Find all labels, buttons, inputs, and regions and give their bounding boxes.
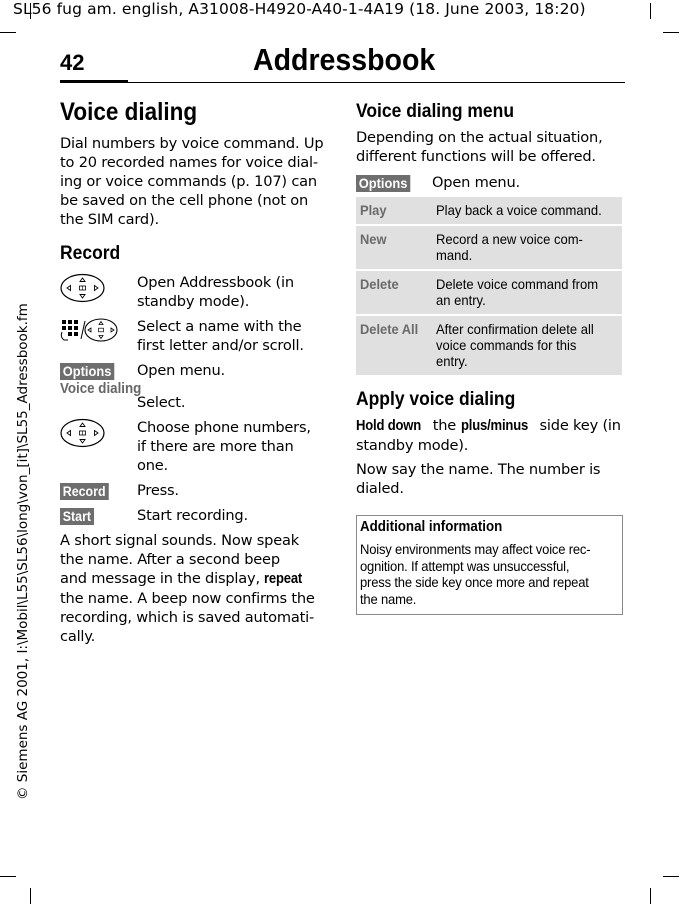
menu-path: Voice dialing [60,381,142,397]
crop-mark [650,888,651,904]
control-key-icon [60,418,137,452]
apply-paragraph: Hold down the plus/minus side key (in standby mode). [356,417,621,454]
info-title: Additional information [360,519,503,535]
apply-heading: Apply voice dialing [356,389,516,410]
crop-mark [30,888,31,904]
right-column [356,98,624,498]
section-title: Voice dialing [60,98,198,126]
intro-paragraph: Dial numbers by voice command. Up to 20 recorded names for voice dial- ing or voice commands (p. 107) can be saved on the cell phone (not on the SIM card). [60,135,324,228]
record-softkey: Record [60,483,108,500]
start-softkey: Start [60,508,94,525]
table-row: New Record a new voice com- mand. [356,226,622,271]
page-number: 42 [60,50,85,75]
info-box [356,515,623,615]
menu-intro: Depending on the actual situation, different functions will be offered. [356,129,603,165]
control-key-icon [60,273,137,307]
running-head: SL56 fug am. english, A31008-H4920-A40-1-4A19 (18. June 2003, 18:20) [13,0,586,18]
table-row: Delete All After confirmation delete all voice commands for this entry. [360,321,594,369]
function-table [356,197,622,375]
record-heading: Record [60,243,121,264]
apply-paragraph-2: Now say the name. The number is dialed. [356,461,601,497]
options-softkey: Options [60,363,114,380]
table-row: Play Play back a voice command. [356,197,622,226]
step-open-addressbook: Open Addressbook (in standby mode). [60,273,326,311]
step-select: Select. [137,394,186,411]
menu-heading: Voice dialing menu [356,101,514,122]
step-options-menu: Options Open menu. [356,173,624,192]
options-softkey: Options [356,175,410,192]
step-choose-numbers: Choose phone numbers, if there are more than one. [60,418,326,475]
closing-paragraph: A short signal sounds. Now speak the name. After a second beep and message in the display, repeat the name. A beep now confirms the recording, which is saved automati- cally. [60,532,315,645]
table-row: Delete Delete voice command from an entry. [356,271,622,316]
crop-mark [0,876,16,877]
info-text: Noisy environments may affect voice rec- ognition. If attempt was unsuccessful, press the side key once more and repeat the name. [360,541,591,607]
crop-mark [0,32,16,33]
header-rule-thick [60,80,128,83]
crop-mark [663,32,679,33]
left-column [60,98,326,646]
chapter-title: Addressbook [253,42,436,77]
step-record: Record Press. [60,481,326,500]
side-copyright: © Siemens AG 2001, I:\Mobil\L55\SL56\long\von_[it]\SL55_Adressbook.fm [15,303,31,800]
crop-mark [650,3,651,19]
crop-mark [663,876,679,877]
step-select-name: Select a name with the first letter and/or scroll. [60,317,326,355]
step-options: Options Open menu. [60,361,326,380]
step-start: Start Start recording. [60,506,326,525]
keypad-icon [60,317,137,347]
header-rule [128,82,625,83]
repeat-keyword: repeat [264,571,303,587]
